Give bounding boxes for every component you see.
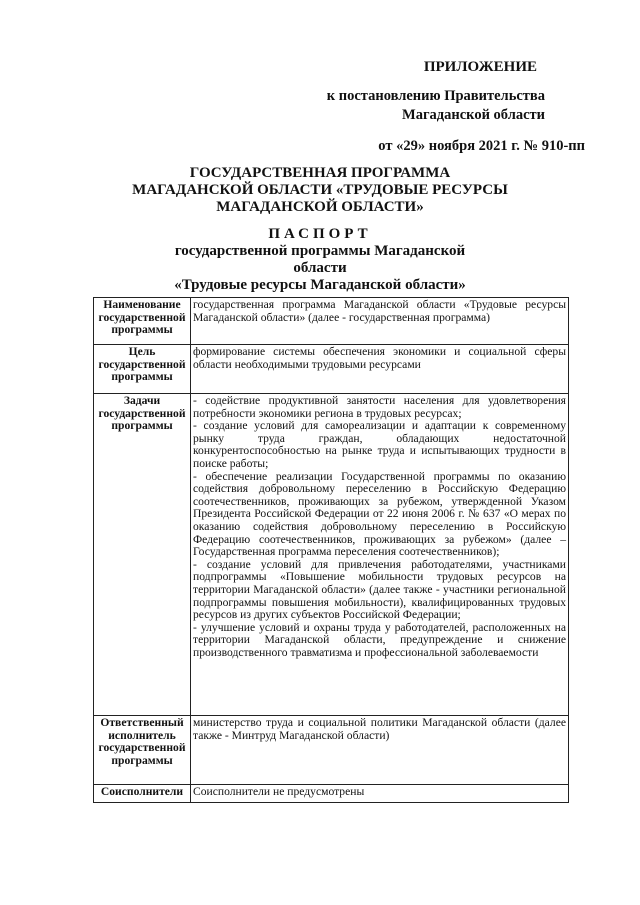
decree-line-2: Магаданской области [402, 107, 545, 123]
row-label: Задачи государственной программы [94, 394, 191, 716]
program-title-line-2: МАГАДАНСКОЙ ОБЛАСТИ «ТРУДОВЫЕ РЕСУРСЫ [132, 182, 508, 198]
program-title-line-3: МАГАДАНСКОЙ ОБЛАСТИ» [216, 199, 424, 215]
table-row [94, 394, 569, 716]
row-content: Соисполнители не предусмотрены [191, 785, 569, 803]
row-label: Соисполнители [94, 785, 191, 803]
task-item: - улучшение условий и охраны труда у работодателей, расположенных на территории Магаданской области, предупреждение и снижение производственного травматизма и профессиональной заболеваемости [193, 620, 566, 659]
table-row [94, 298, 569, 345]
task-item: - содействие продуктивной занятости населения для удовлетворения потребности экономики региона в трудовых ресурсах; [193, 394, 566, 420]
decree-date: от «29» ноября 2021 г. № 910-пп [378, 138, 585, 154]
table-row [94, 345, 569, 394]
passport-subtitle-line-2: «Трудовые ресурсы Магаданской области» [174, 277, 466, 293]
task-item: - обеспечение реализации Государственной программы по оказанию содействия добровольному переселению в Российскую Федерацию соотечественников, проживающих за рубежом, утвержденной Указом Президента Российской Федерации от 22 июня 2006 г. № 637 «О мерах по оказанию содействия добровольному переселению в Российскую Федерацию соотечественников, проживающих за рубежом» (далее – Государственная программа переселения соотечественников); [193, 469, 566, 559]
program-title [120, 165, 520, 216]
appendix-heading: ПРИЛОЖЕНИЕ [423, 59, 537, 75]
table-row [94, 716, 569, 785]
decree-line-1: к постановлению Правительства [326, 88, 545, 104]
passport-subtitle-line-1: государственной программы Магаданской области [174, 243, 466, 276]
row-content [191, 394, 569, 716]
passport-heading-block [150, 226, 490, 294]
row-label: Цель государственной программы [94, 345, 191, 394]
passport-heading: ПАСПОРТ [268, 226, 372, 242]
row-content: формирование системы обеспечения экономики и социальной сферы области необходимыми трудовыми ресурсами [191, 345, 569, 394]
appendix-block [326, 58, 585, 156]
row-content: министерство труда и социальной политики Магаданской области (далее также - Минтруд Магаданской области) [191, 716, 569, 785]
table-row [94, 785, 569, 803]
passport-table [93, 297, 569, 803]
row-label: Ответственный исполнитель государственной программы [94, 716, 191, 785]
row-label: Наименование государственной программы [94, 298, 191, 345]
program-title-line-1: ГОСУДАРСТВЕННАЯ ПРОГРАММА [189, 165, 451, 181]
task-item: - создание условий для привлечения работодателями, участниками подпрограммы «Повышение мобильности трудовых ресурсов на территории Магаданской области» (далее также - участники региональной подпрограммы повышения мобильности), квалифицированных трудовых ресурсов из других субъектов Российской Федерации; [193, 557, 566, 622]
row-content: государственная программа Магаданской области «Трудовые ресурсы Магаданской области» (далее - государственная программа) [191, 298, 569, 345]
task-item: - создание условий для самореализации и адаптации к современному рынку труда граждан, обладающих недостаточной конкурентоспособностью на рынке труда и испытывающих трудности в поиске работы; [193, 419, 566, 470]
